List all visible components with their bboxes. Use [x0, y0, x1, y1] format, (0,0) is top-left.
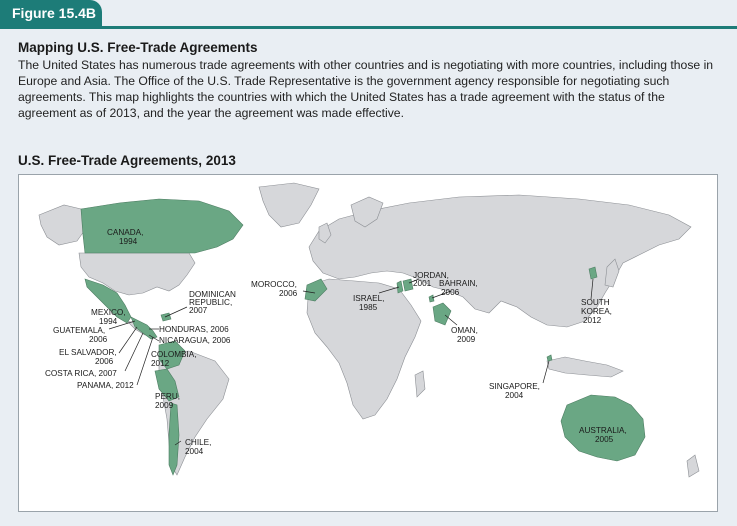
label-bahrain-name: BAHRAIN,: [439, 279, 478, 288]
label-southkorea-name1: SOUTH: [581, 298, 610, 307]
figure-heading: Mapping U.S. Free-Trade Agreements: [18, 40, 258, 55]
label-australia-name: AUSTRALIA,: [579, 426, 627, 435]
fta-singapore: [547, 355, 552, 361]
label-chile-year: 2004: [185, 447, 204, 456]
map-title: U.S. Free-Trade Agreements, 2013: [18, 153, 236, 168]
label-canada-year: 1994: [119, 237, 138, 246]
label-singapore-year: 2004: [505, 391, 524, 400]
label-singapore-name: SINGAPORE,: [489, 382, 540, 391]
label-morocco-name: MOROCCO,: [251, 280, 297, 289]
label-jordan-year: 2001: [413, 279, 432, 288]
fta-canada: [81, 199, 243, 253]
map-svg: [19, 175, 718, 512]
land-madagascar: [415, 371, 425, 397]
land-indonesia: [547, 357, 623, 377]
label-peru-name: PERU,: [155, 392, 181, 401]
label-mexico-name: MEXICO,: [91, 308, 126, 317]
fta-bahrain: [429, 295, 434, 302]
label-nicaragua: NICARAGUA, 2006: [159, 336, 231, 345]
figure-tab: Figure 15.4B: [0, 0, 102, 26]
label-mexico-year: 1994: [99, 317, 118, 326]
label-elsalvador-year: 2006: [95, 357, 114, 366]
label-colombia-name: COLOMBIA,: [151, 350, 197, 359]
leader-costarica: [125, 333, 143, 371]
label-honduras: HONDURAS, 2006: [159, 325, 229, 334]
label-dominican-name2: REPUBLIC,: [189, 298, 233, 307]
label-australia-year: 2005: [595, 435, 614, 444]
label-oman-year: 2009: [457, 335, 476, 344]
leader-singapore: [543, 361, 549, 383]
label-guatemala-name: GUATEMALA,: [53, 326, 106, 335]
label-costarica: COSTA RICA, 2007: [45, 369, 117, 378]
label-panama: PANAMA, 2012: [77, 381, 134, 390]
fta-jordan: [403, 279, 413, 291]
label-jordan-name: JORDAN,: [413, 271, 449, 280]
fta-oman: [433, 303, 451, 325]
header-rule: [0, 26, 737, 29]
label-morocco-year: 2006: [279, 289, 298, 298]
label-guatemala-year: 2006: [89, 335, 108, 344]
land-greenland: [259, 183, 319, 227]
world-map: [18, 174, 718, 512]
label-bahrain-year: 2006: [441, 288, 460, 297]
leader-elsalvador: [119, 327, 137, 353]
land-alaska: [39, 205, 87, 245]
label-israel-year: 1985: [359, 303, 378, 312]
leader-dominican: [165, 307, 187, 317]
label-chile-name: CHILE,: [185, 438, 212, 447]
fta-dominican-republic: [161, 313, 171, 321]
label-peru-year: 2009: [155, 401, 174, 410]
land-new-zealand: [687, 455, 699, 477]
label-dominican-name1: DOMINICAN: [189, 290, 236, 299]
label-canada-name: CANADA,: [107, 228, 144, 237]
label-dominican-year: 2007: [189, 306, 208, 315]
label-southkorea-name2: KOREA,: [581, 307, 612, 316]
figure-description: The United States has numerous trade agreements with other countries and is negotiating with more countries, including those in Europe and Asia. The Office of the U.S. Trade Representative is the government agency responsible for negotiating such agreements. This map highlights the countries with which the United States has a trade agreement with the status of the agreement as of 2013, and the year the agreement was made effective.: [18, 58, 714, 120]
label-southkorea-year: 2012: [583, 316, 602, 325]
label-colombia-year: 2012: [151, 359, 170, 368]
label-israel-name: ISRAEL,: [353, 294, 385, 303]
label-oman-name: OMAN,: [451, 326, 478, 335]
label-elsalvador-name: EL SALVADOR,: [59, 348, 117, 357]
